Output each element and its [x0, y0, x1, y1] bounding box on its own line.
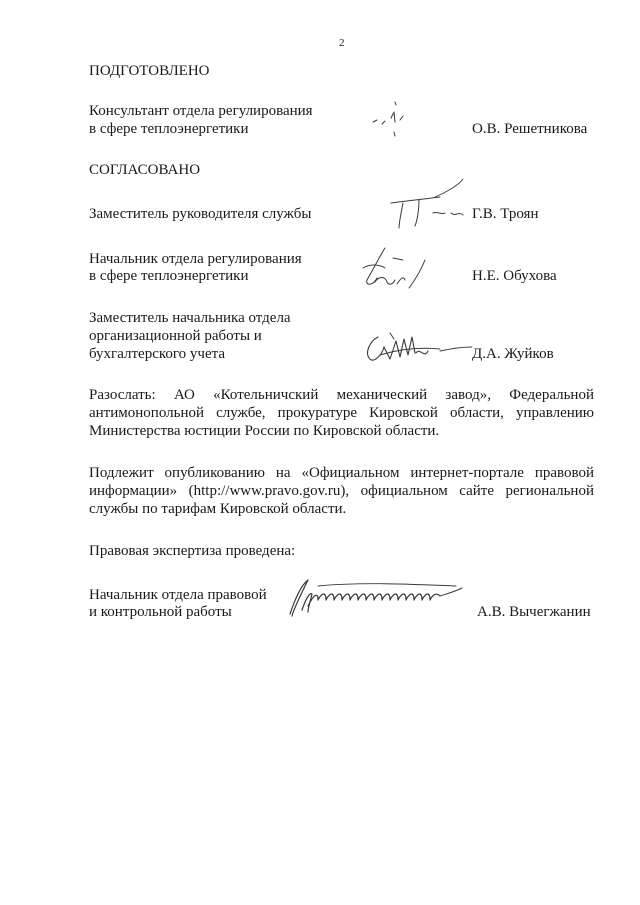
distribution-paragraph: Разослать: АО «Котельничский механический завод», Федеральной антимонопольной службе, прокуратуре Кировской области, управлению Министерства юстиции России по Кировской области.	[89, 387, 594, 439]
agreed-heading: СОГЛАСОВАНО	[89, 162, 201, 178]
signature-reshetnikova	[365, 96, 415, 141]
page-number: 2	[339, 37, 345, 49]
signer-name: Д.А. Жуйков	[472, 346, 554, 362]
signer-name: Г.В. Троян	[472, 206, 539, 222]
signer-name: О.В. Решетникова	[472, 121, 588, 137]
legal-review-statement: Правовая экспертиза проведена:	[89, 543, 296, 559]
signature-obukhova	[345, 240, 445, 295]
signer-title-line: и контрольной работы	[89, 604, 232, 620]
signer-title-line: в сфере теплоэнергетики	[89, 121, 249, 137]
signer-title-line: Консультант отдела регулирования	[89, 103, 313, 119]
signature-troyan	[385, 173, 475, 233]
prepared-heading: ПОДГОТОВЛЕНО	[89, 63, 210, 79]
signer-name: Н.Е. Обухова	[472, 268, 557, 284]
signer-title-line: Начальник отдела регулирования	[89, 251, 302, 267]
signer-title-line: Заместитель руководителя службы	[89, 206, 312, 222]
publication-paragraph: Подлежит опубликованию на «Официальном интернет-портале правовой информации» (http://www.pravo.gov.ru), официальном сайте региональной службы по тарифам Кировской области.	[89, 465, 594, 517]
signer-title-line: Заместитель начальника отдела	[89, 310, 291, 326]
signature-vychegzhanin	[278, 572, 468, 622]
signature-zhuykov	[360, 325, 480, 370]
signer-title-line: в сфере теплоэнергетики	[89, 268, 249, 284]
signer-title-line: бухгалтерского учета	[89, 346, 226, 362]
signer-title-line: Начальник отдела правовой	[89, 587, 267, 603]
signer-name: А.В. Вычегжанин	[477, 604, 591, 620]
signer-title-line: организационной работы и	[89, 328, 262, 344]
